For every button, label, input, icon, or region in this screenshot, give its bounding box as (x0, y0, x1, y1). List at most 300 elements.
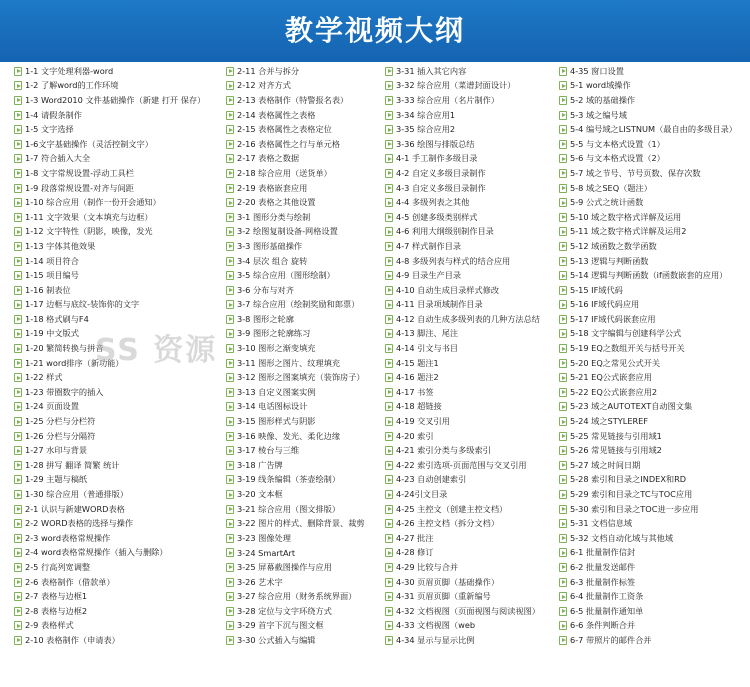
lesson-item[interactable] (226, 370, 385, 385)
lesson-label: 5-11 域之数字格式详解及运用2 (570, 226, 687, 237)
lesson-item[interactable] (14, 473, 226, 488)
lesson-item[interactable] (385, 604, 559, 619)
lesson-item[interactable] (14, 298, 226, 313)
lesson-item[interactable] (559, 429, 750, 444)
video-play-icon (14, 461, 22, 470)
lesson-item[interactable] (385, 195, 559, 210)
video-play-icon (559, 446, 567, 455)
lesson-label: 4-16 题注2 (396, 372, 439, 383)
lesson-item[interactable] (226, 166, 385, 181)
video-play-icon (14, 242, 22, 251)
video-play-icon (385, 505, 393, 514)
lesson-item[interactable] (559, 93, 750, 108)
lesson-label: 1-8 文字常规设置-浮动工具栏 (25, 167, 134, 178)
lesson-label: 3-30 公式插入与编辑 (237, 634, 316, 645)
lesson-item[interactable] (559, 400, 750, 415)
lesson-item[interactable] (226, 225, 385, 240)
lesson-item[interactable] (559, 546, 750, 561)
lesson-item[interactable] (226, 604, 385, 619)
video-play-icon (385, 563, 393, 572)
lesson-label: 3-8 图形之轮廓 (237, 313, 294, 324)
lesson-item[interactable] (226, 312, 385, 327)
lesson-label: 6-4 批量制作工资条 (570, 591, 644, 602)
lesson-label: 3-7 综合应用（绘制奖励和郎票） (237, 299, 360, 310)
lesson-item[interactable] (226, 210, 385, 225)
lesson-item[interactable] (385, 575, 559, 590)
lesson-item[interactable] (226, 283, 385, 298)
lesson-label: 4-26 主控文档（拆分文档） (396, 518, 500, 529)
lesson-label: 3-32 综合应用（菜谱封面设计） (396, 80, 516, 91)
lesson-item[interactable] (559, 79, 750, 94)
lesson-label: 5-23 域之AUTOTEXT自动图文集 (570, 401, 693, 412)
lesson-label: 3-28 定位与文字环绕方式 (237, 605, 332, 616)
lesson-label: 2-3 word表格常规操作 (25, 532, 111, 543)
lesson-item[interactable] (559, 458, 750, 473)
video-play-icon (559, 636, 567, 645)
video-play-icon (226, 505, 234, 514)
lesson-item[interactable] (226, 458, 385, 473)
lesson-item[interactable] (226, 385, 385, 400)
video-play-icon (385, 534, 393, 543)
video-play-icon (226, 242, 234, 251)
lesson-item[interactable] (14, 137, 226, 152)
lesson-item[interactable] (385, 531, 559, 546)
lesson-label: 4-7 样式制作目录 (396, 240, 462, 251)
lesson-item[interactable] (559, 122, 750, 137)
lesson-item[interactable] (559, 385, 750, 400)
lesson-label: 3-15 图形样式与阴影 (237, 416, 316, 427)
lesson-item[interactable] (226, 546, 385, 561)
lesson-item[interactable] (559, 64, 750, 79)
lesson-item[interactable] (14, 64, 226, 79)
lesson-label: 1-15 项目编号 (25, 270, 79, 281)
lesson-label: 3-18 广告牌 (237, 459, 283, 470)
lesson-item[interactable] (226, 487, 385, 502)
lesson-label: 5-30 索引和目录之TOC进一步应用 (570, 503, 699, 514)
lesson-label: 2-5 行高列宽调整 (25, 561, 91, 572)
video-play-icon (385, 154, 393, 163)
lesson-item[interactable] (14, 93, 226, 108)
lesson-item[interactable] (559, 370, 750, 385)
video-play-icon (14, 227, 22, 236)
lesson-item[interactable] (226, 93, 385, 108)
lesson-item[interactable] (14, 516, 226, 531)
lesson-item[interactable] (559, 575, 750, 590)
video-play-icon (385, 417, 393, 426)
video-play-icon (226, 548, 234, 557)
lesson-item[interactable] (14, 283, 226, 298)
lesson-item[interactable] (385, 589, 559, 604)
lesson-item[interactable] (559, 166, 750, 181)
lesson-item[interactable] (14, 327, 226, 342)
lesson-item[interactable] (559, 254, 750, 269)
lesson-item[interactable] (226, 64, 385, 79)
lesson-item[interactable] (14, 370, 226, 385)
lesson-item[interactable] (385, 429, 559, 444)
lesson-label: 5-29 索引和目录之TC与TOC应用 (570, 489, 693, 500)
lesson-label: 6-6 条件判断合并 (570, 620, 636, 631)
video-play-icon (226, 125, 234, 134)
lesson-item[interactable] (559, 341, 750, 356)
lesson-item[interactable] (14, 575, 226, 590)
lesson-item[interactable] (14, 604, 226, 619)
lesson-item[interactable] (226, 181, 385, 196)
lesson-item[interactable] (226, 502, 385, 517)
video-play-icon (226, 96, 234, 105)
lesson-column-1 (14, 64, 226, 684)
lesson-item[interactable] (226, 589, 385, 604)
lesson-label: 3-10 图形之渐变填充 (237, 343, 316, 354)
video-play-icon (14, 67, 22, 76)
lesson-item[interactable] (385, 414, 559, 429)
lesson-item[interactable] (385, 239, 559, 254)
video-play-icon (385, 300, 393, 309)
lesson-item[interactable] (14, 166, 226, 181)
lesson-label: 3-17 棱台与三维 (237, 445, 300, 456)
lesson-item[interactable] (559, 283, 750, 298)
lesson-item[interactable] (14, 400, 226, 415)
video-play-icon (385, 67, 393, 76)
video-play-icon (14, 96, 22, 105)
lesson-label: 3-19 线条编辑（茶壶绘制） (237, 474, 341, 485)
lesson-item[interactable] (385, 283, 559, 298)
video-play-icon (559, 169, 567, 178)
lesson-item[interactable] (14, 443, 226, 458)
lesson-item[interactable] (14, 487, 226, 502)
lesson-item[interactable] (226, 443, 385, 458)
lesson-item[interactable] (226, 254, 385, 269)
lesson-label: 4-12 自动生成多级列表的几种方法总结 (396, 313, 540, 324)
lesson-item[interactable] (385, 341, 559, 356)
lesson-label: 5-27 域之时间日期 (570, 459, 641, 470)
lesson-label: 5-12 域函数之数学函数 (570, 240, 657, 251)
lesson-item[interactable] (385, 93, 559, 108)
lesson-item[interactable] (559, 560, 750, 575)
lesson-item[interactable] (226, 195, 385, 210)
lesson-item[interactable] (385, 166, 559, 181)
lesson-item[interactable] (385, 152, 559, 167)
lesson-label: 3-16 映像、发光、柔化边缘 (237, 430, 341, 441)
lesson-item[interactable] (385, 312, 559, 327)
lesson-item[interactable] (14, 414, 226, 429)
lesson-item[interactable] (14, 633, 226, 648)
video-play-icon (559, 534, 567, 543)
lesson-item[interactable] (226, 298, 385, 313)
lesson-item[interactable] (14, 181, 226, 196)
video-play-icon (226, 111, 234, 120)
lesson-item[interactable] (385, 268, 559, 283)
video-play-icon (14, 592, 22, 601)
lesson-item[interactable] (559, 312, 750, 327)
lesson-item[interactable] (226, 356, 385, 371)
video-play-icon (559, 315, 567, 324)
lesson-item[interactable] (559, 633, 750, 648)
lesson-item[interactable] (385, 473, 559, 488)
video-play-icon (14, 432, 22, 441)
lesson-item[interactable] (385, 122, 559, 137)
lesson-item[interactable] (14, 429, 226, 444)
video-play-icon (385, 446, 393, 455)
lesson-item[interactable] (385, 64, 559, 79)
lesson-item[interactable] (14, 619, 226, 634)
lesson-item[interactable] (14, 589, 226, 604)
lesson-label: 6-2 批量发送邮件 (570, 561, 636, 572)
lesson-item[interactable] (559, 327, 750, 342)
lesson-item[interactable] (385, 108, 559, 123)
lesson-label: 1-21 word排序（新功能） (25, 357, 124, 368)
lesson-label: 5-5 与文本格式设置（1） (570, 138, 665, 149)
lesson-column-4 (559, 64, 750, 684)
lesson-label: 4-24引文目录 (396, 489, 448, 500)
lesson-item[interactable] (226, 473, 385, 488)
lesson-item[interactable] (385, 516, 559, 531)
lesson-item[interactable] (14, 560, 226, 575)
lesson-item[interactable] (226, 152, 385, 167)
lesson-item[interactable] (385, 327, 559, 342)
video-play-icon (559, 578, 567, 587)
lesson-label: 2-8 表格与边框2 (25, 605, 88, 616)
lesson-item[interactable] (226, 414, 385, 429)
lesson-label: 3-35 综合应用2 (396, 124, 456, 135)
video-play-icon (226, 140, 234, 149)
lesson-item[interactable] (385, 370, 559, 385)
lesson-label: 3-21 综合应用（图文排版） (237, 503, 341, 514)
lesson-item[interactable] (226, 400, 385, 415)
lesson-label: 3-34 综合应用1 (396, 109, 456, 120)
lesson-item[interactable] (14, 254, 226, 269)
lesson-label: 2-18 综合应用（送货单） (237, 167, 332, 178)
lesson-item[interactable] (559, 210, 750, 225)
lesson-label: 2-7 表格与边框1 (25, 591, 88, 602)
lesson-label: 4-28 修订 (396, 547, 434, 558)
lesson-item[interactable] (226, 516, 385, 531)
lesson-item[interactable] (385, 181, 559, 196)
lesson-item[interactable] (226, 341, 385, 356)
lesson-item[interactable] (226, 531, 385, 546)
lesson-item[interactable] (226, 79, 385, 94)
video-play-icon (385, 636, 393, 645)
lesson-label: 5-2 域的基础操作 (570, 94, 636, 105)
lesson-item[interactable] (226, 122, 385, 137)
lesson-item[interactable] (226, 108, 385, 123)
lesson-item[interactable] (14, 531, 226, 546)
lesson-item[interactable] (226, 633, 385, 648)
lesson-item[interactable] (14, 502, 226, 517)
lesson-item[interactable] (559, 181, 750, 196)
lesson-item[interactable] (559, 619, 750, 634)
video-play-icon (559, 300, 567, 309)
lesson-label: 3-13 自定义图案实例 (237, 386, 316, 397)
lesson-item[interactable] (226, 560, 385, 575)
lesson-label: 4-23 自动创建索引 (396, 474, 467, 485)
lesson-item[interactable] (559, 443, 750, 458)
video-play-icon (385, 475, 393, 484)
lesson-item[interactable] (559, 604, 750, 619)
lesson-item[interactable] (385, 619, 559, 634)
lesson-item[interactable] (559, 516, 750, 531)
lesson-item[interactable] (14, 122, 226, 137)
video-play-icon (559, 417, 567, 426)
video-play-icon (559, 402, 567, 411)
lesson-item[interactable] (559, 473, 750, 488)
lesson-item[interactable] (385, 298, 559, 313)
lesson-label: 1-29 主题与稿纸 (25, 474, 88, 485)
lesson-label: 4-20 索引 (396, 430, 434, 441)
lesson-item[interactable] (226, 575, 385, 590)
video-play-icon (14, 329, 22, 338)
lesson-item[interactable] (385, 254, 559, 269)
lesson-label: 2-2 WORD表格的选择与操作 (25, 518, 134, 529)
lesson-item[interactable] (385, 502, 559, 517)
lesson-item[interactable] (14, 79, 226, 94)
lesson-label: 4-11 目录项域制作目录 (396, 299, 483, 310)
lesson-item[interactable] (14, 195, 226, 210)
lesson-label: 5-16 IF域代码应用 (570, 299, 640, 310)
video-play-icon (559, 286, 567, 295)
lesson-item[interactable] (559, 239, 750, 254)
lesson-item[interactable] (559, 108, 750, 123)
video-play-icon (226, 198, 234, 207)
lesson-label: 4-3 自定义多级目录制作 (396, 182, 486, 193)
video-play-icon (385, 271, 393, 280)
lesson-item[interactable] (385, 560, 559, 575)
lesson-label: 5-7 域之节号、节号页数、保存次数 (570, 167, 701, 178)
lesson-item[interactable] (559, 356, 750, 371)
lesson-label: 3-4 层次 组合 旋转 (237, 255, 308, 266)
lesson-item[interactable] (559, 487, 750, 502)
lesson-item[interactable] (385, 137, 559, 152)
lesson-label: 4-1 手工制作多级目录 (396, 153, 478, 164)
lesson-label: 2-13 表格制作（特警报名表） (237, 94, 349, 105)
lesson-label: 5-4 编号域之LISTNUM（最自由的多级目录） (570, 124, 737, 135)
lesson-item[interactable] (14, 152, 226, 167)
lesson-label: 1-7 符合插入大全 (25, 153, 91, 164)
video-play-icon (226, 388, 234, 397)
lesson-item[interactable] (559, 589, 750, 604)
video-play-icon (559, 490, 567, 499)
lesson-label: 1-10 综合应用（制作一份开会通知） (25, 197, 161, 208)
lesson-label: 2-6 表格制作（借款单） (25, 576, 115, 587)
lesson-label: 5-20 EQ之常见公式开关 (570, 357, 661, 368)
lesson-label: 3-3 图形基础操作 (237, 240, 303, 251)
lesson-label: 4-33 文档视图（web (396, 620, 476, 631)
lesson-item[interactable] (14, 210, 226, 225)
video-play-icon (14, 490, 22, 499)
lesson-label: 1-13 字体其他效果 (25, 240, 96, 251)
lesson-label: 4-6 利用大纲级别制作目录 (396, 226, 494, 237)
lesson-item[interactable] (559, 225, 750, 240)
lesson-label: 5-32 文档自动化域与其他域 (570, 532, 674, 543)
video-play-icon (385, 344, 393, 353)
video-play-icon (559, 359, 567, 368)
lesson-item[interactable] (385, 458, 559, 473)
video-play-icon (14, 505, 22, 514)
lesson-item[interactable] (385, 487, 559, 502)
lesson-item[interactable] (559, 195, 750, 210)
lesson-item[interactable] (226, 327, 385, 342)
lesson-item[interactable] (559, 531, 750, 546)
video-play-icon (385, 592, 393, 601)
lesson-label: 1-18 格式刷与F4 (25, 313, 89, 324)
lesson-item[interactable] (559, 502, 750, 517)
video-play-icon (226, 636, 234, 645)
video-play-icon (559, 475, 567, 484)
lesson-item[interactable] (385, 210, 559, 225)
lesson-item[interactable] (14, 108, 226, 123)
lesson-item[interactable] (226, 137, 385, 152)
lesson-item[interactable] (385, 400, 559, 415)
lesson-item[interactable] (559, 268, 750, 283)
lesson-label: 5-10 域之数字格式详解及运用 (570, 211, 682, 222)
lesson-item[interactable] (559, 298, 750, 313)
video-play-icon (385, 125, 393, 134)
lesson-item[interactable] (14, 312, 226, 327)
lesson-item[interactable] (226, 239, 385, 254)
lesson-label: 3-26 艺术字 (237, 576, 283, 587)
lesson-item[interactable] (14, 239, 226, 254)
video-play-icon (559, 213, 567, 222)
lesson-item[interactable] (14, 385, 226, 400)
lesson-item[interactable] (14, 225, 226, 240)
lesson-item[interactable] (226, 268, 385, 283)
lesson-item[interactable] (559, 152, 750, 167)
video-play-icon (385, 111, 393, 120)
video-play-icon (385, 184, 393, 193)
lesson-grid (14, 64, 750, 684)
video-play-icon (559, 227, 567, 236)
video-play-icon (559, 388, 567, 397)
lesson-item[interactable] (14, 341, 226, 356)
lesson-label: 4-14 引文与书目 (396, 343, 459, 354)
lesson-item[interactable] (385, 385, 559, 400)
lesson-label: 5-6 与文本格式设置（2） (570, 153, 665, 164)
lesson-item[interactable] (559, 414, 750, 429)
video-play-icon (559, 140, 567, 149)
lesson-item[interactable] (559, 137, 750, 152)
lesson-label: 5-28 索引和目录之INDEX和RD (570, 474, 687, 485)
lesson-item[interactable] (226, 619, 385, 634)
lesson-label: 4-30 页眉页脚（基础操作） (396, 576, 500, 587)
lesson-label: 3-33 综合应用（名片制作） (396, 94, 500, 105)
lesson-label: 1-25 分栏与分栏符 (25, 416, 96, 427)
lesson-item[interactable] (385, 356, 559, 371)
lesson-label: 1-22 样式 (25, 372, 63, 383)
lesson-item[interactable] (385, 633, 559, 648)
video-play-icon (559, 432, 567, 441)
lesson-item[interactable] (14, 356, 226, 371)
lesson-label: 1-24 页面设置 (25, 401, 79, 412)
video-play-icon (14, 111, 22, 120)
lesson-label: 1-28 拼写 翻译 简繁 统计 (25, 459, 120, 470)
lesson-label: 4-2 自定义多级目录制作 (396, 167, 486, 178)
lesson-label: 3-31 插入其它内容 (396, 65, 467, 76)
lesson-label: 2-17 表格之数据 (237, 153, 300, 164)
lesson-item[interactable] (385, 225, 559, 240)
lesson-item[interactable] (385, 443, 559, 458)
video-play-icon (14, 548, 22, 557)
lesson-item[interactable] (385, 546, 559, 561)
lesson-item[interactable] (14, 546, 226, 561)
lesson-item[interactable] (14, 458, 226, 473)
lesson-label: 1-27 水印与背景 (25, 445, 88, 456)
lesson-item[interactable] (385, 79, 559, 94)
video-play-icon (14, 198, 22, 207)
video-play-icon (385, 169, 393, 178)
lesson-item[interactable] (226, 429, 385, 444)
video-play-icon (14, 402, 22, 411)
lesson-label: 5-17 IF域代码嵌套应用 (570, 313, 656, 324)
lesson-item[interactable] (14, 268, 226, 283)
